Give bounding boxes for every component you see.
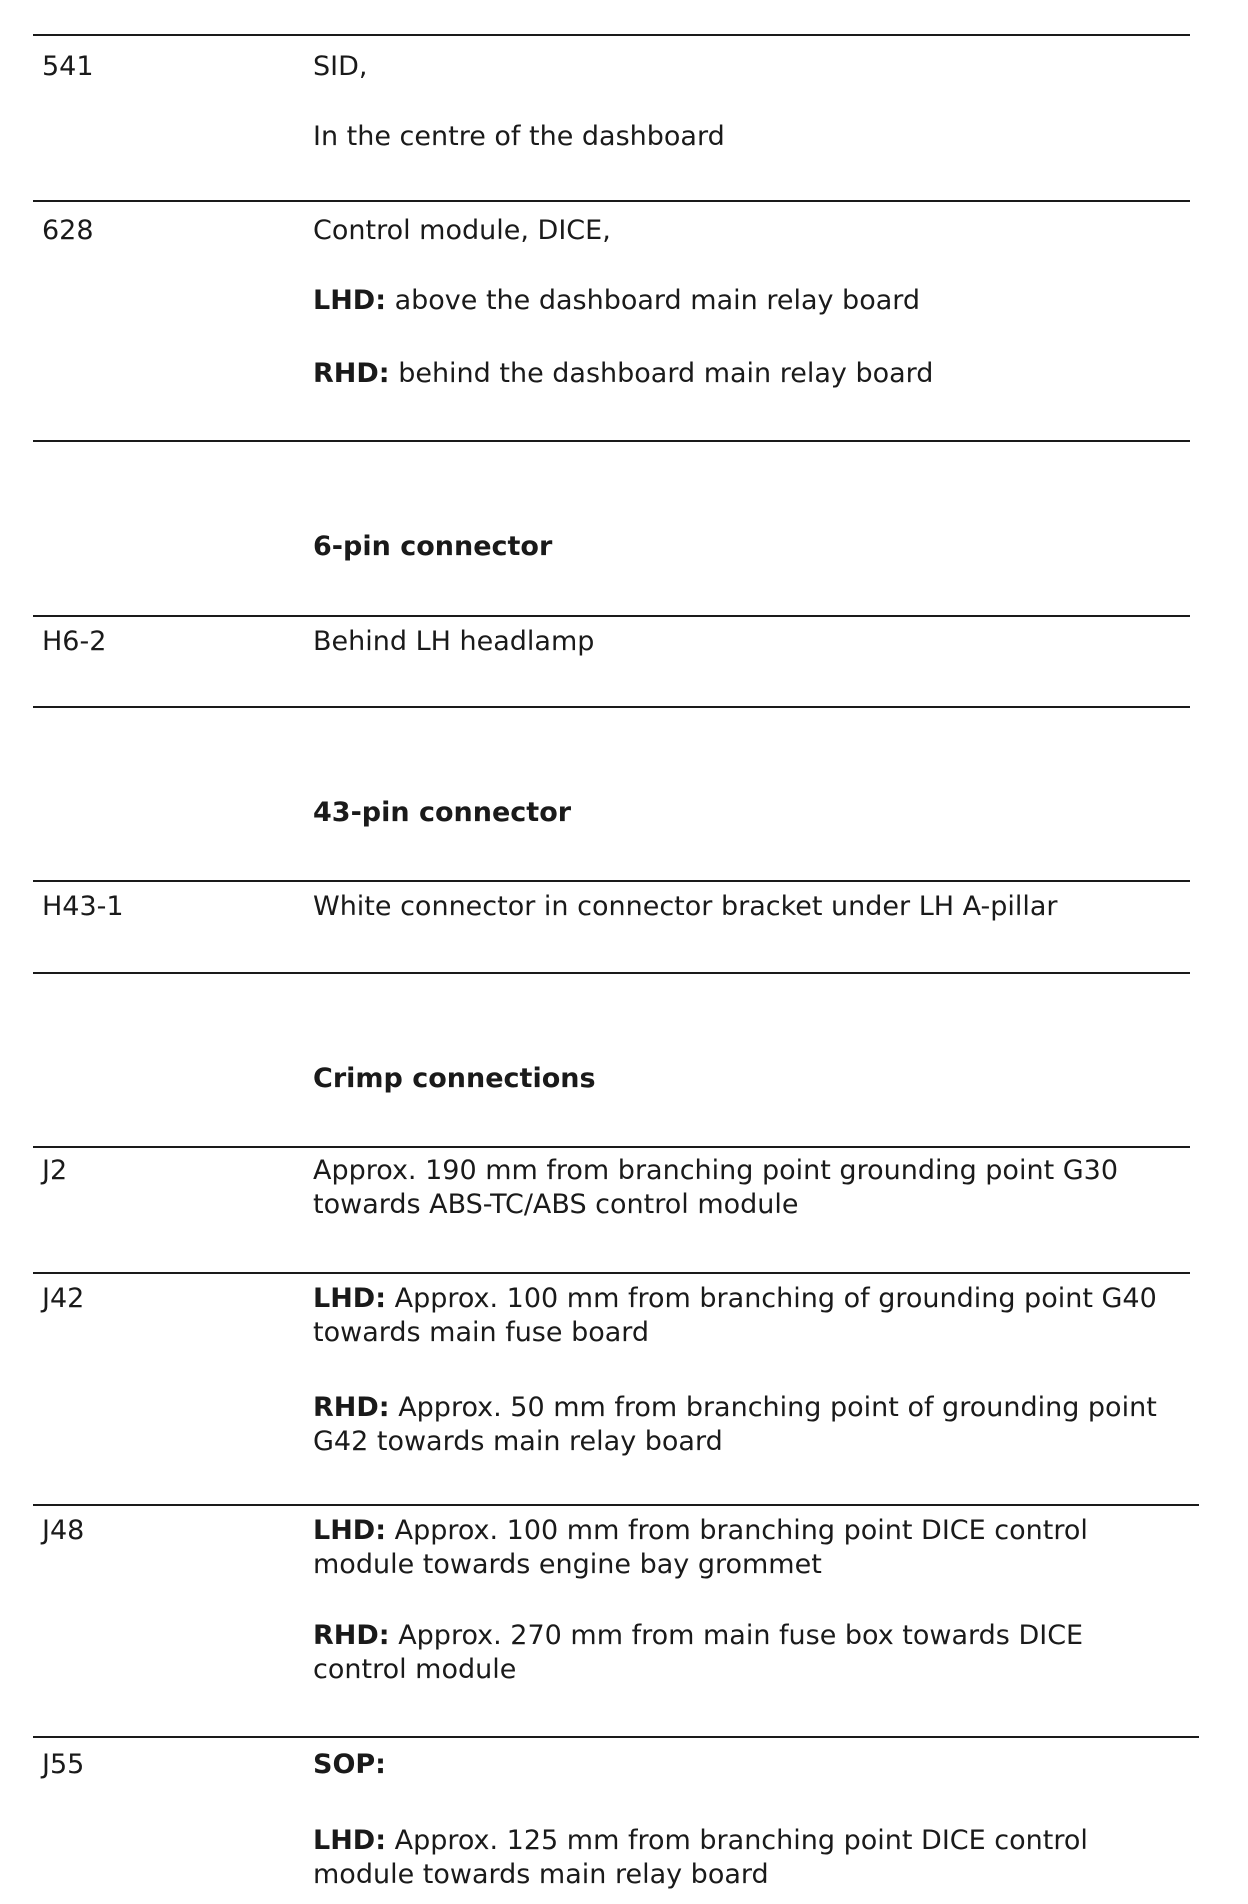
entry-location-lhd xyxy=(313,284,1173,318)
entry-location-rhd xyxy=(313,1619,1173,1687)
location-text: Approx. 100 mm from branching of grounding point G40 towards main fuse board xyxy=(313,1283,1157,1348)
entry-location: In the centre of the dashboard xyxy=(313,121,725,152)
lhd-label: LHD: xyxy=(313,1825,387,1856)
row-divider xyxy=(33,880,1190,882)
location-text: Approx. 270 mm from main fuse box towards DICE control module xyxy=(313,1620,1084,1685)
location-text: Approx. 125 mm from branching point DICE control module towards main relay board xyxy=(313,1825,1088,1890)
entry-location-rhd xyxy=(313,1391,1173,1459)
row-divider xyxy=(33,440,1190,442)
lhd-label: LHD: xyxy=(313,285,387,316)
location-text: above the dashboard main relay board xyxy=(386,285,921,316)
lhd-label: LHD: xyxy=(313,1515,387,1546)
entry-code: H6-2 xyxy=(42,626,107,657)
entry-code: 628 xyxy=(42,215,94,246)
entry-location: Approx. 190 mm from branching point grounding point G30 towards ABS-TC/ABS control module xyxy=(313,1155,1119,1220)
row-divider xyxy=(33,1736,1199,1738)
entry-code: J55 xyxy=(42,1749,85,1780)
section-heading: Crimp connections xyxy=(313,1063,596,1094)
entry-code: 541 xyxy=(42,51,94,82)
location-text: Approx. 100 mm from branching point DICE control module towards engine bay grommet xyxy=(313,1515,1088,1580)
entry-code: J2 xyxy=(42,1155,68,1186)
rhd-label: RHD: xyxy=(313,1392,390,1423)
row-divider xyxy=(33,1146,1190,1148)
row-divider xyxy=(33,200,1190,202)
entry-sop xyxy=(313,1748,1173,1782)
rhd-label: RHD: xyxy=(313,358,390,389)
entry-location: White connector in connector bracket under LH A-pillar xyxy=(313,891,1058,922)
entry-location-lhd xyxy=(313,1282,1173,1350)
row-divider xyxy=(33,706,1190,708)
entry-code: H43-1 xyxy=(42,891,124,922)
section-heading: 43-pin connector xyxy=(313,797,572,828)
row-divider xyxy=(33,1272,1190,1274)
entry-location-lhd xyxy=(313,1824,1173,1892)
row-divider xyxy=(33,615,1190,617)
row-divider xyxy=(33,1504,1199,1506)
location-text: behind the dashboard main relay board xyxy=(389,358,934,389)
entry-code: J48 xyxy=(42,1515,85,1546)
location-text: Approx. 50 mm from branching point of grounding point G42 towards main relay board xyxy=(313,1392,1157,1457)
sop-label: SOP: xyxy=(313,1749,386,1780)
entry-description: SID, xyxy=(313,51,368,82)
entry-code: J42 xyxy=(42,1283,85,1314)
entry-location-lhd xyxy=(313,1514,1173,1582)
row-divider xyxy=(33,34,1190,36)
lhd-label: LHD: xyxy=(313,1283,387,1314)
entry-location-rhd xyxy=(313,357,1173,391)
entry-description: Control module, DICE, xyxy=(313,215,611,246)
rhd-label: RHD: xyxy=(313,1620,390,1651)
row-divider xyxy=(33,972,1190,974)
entry-location: Behind LH headlamp xyxy=(313,626,595,657)
section-heading: 6-pin connector xyxy=(313,531,553,562)
